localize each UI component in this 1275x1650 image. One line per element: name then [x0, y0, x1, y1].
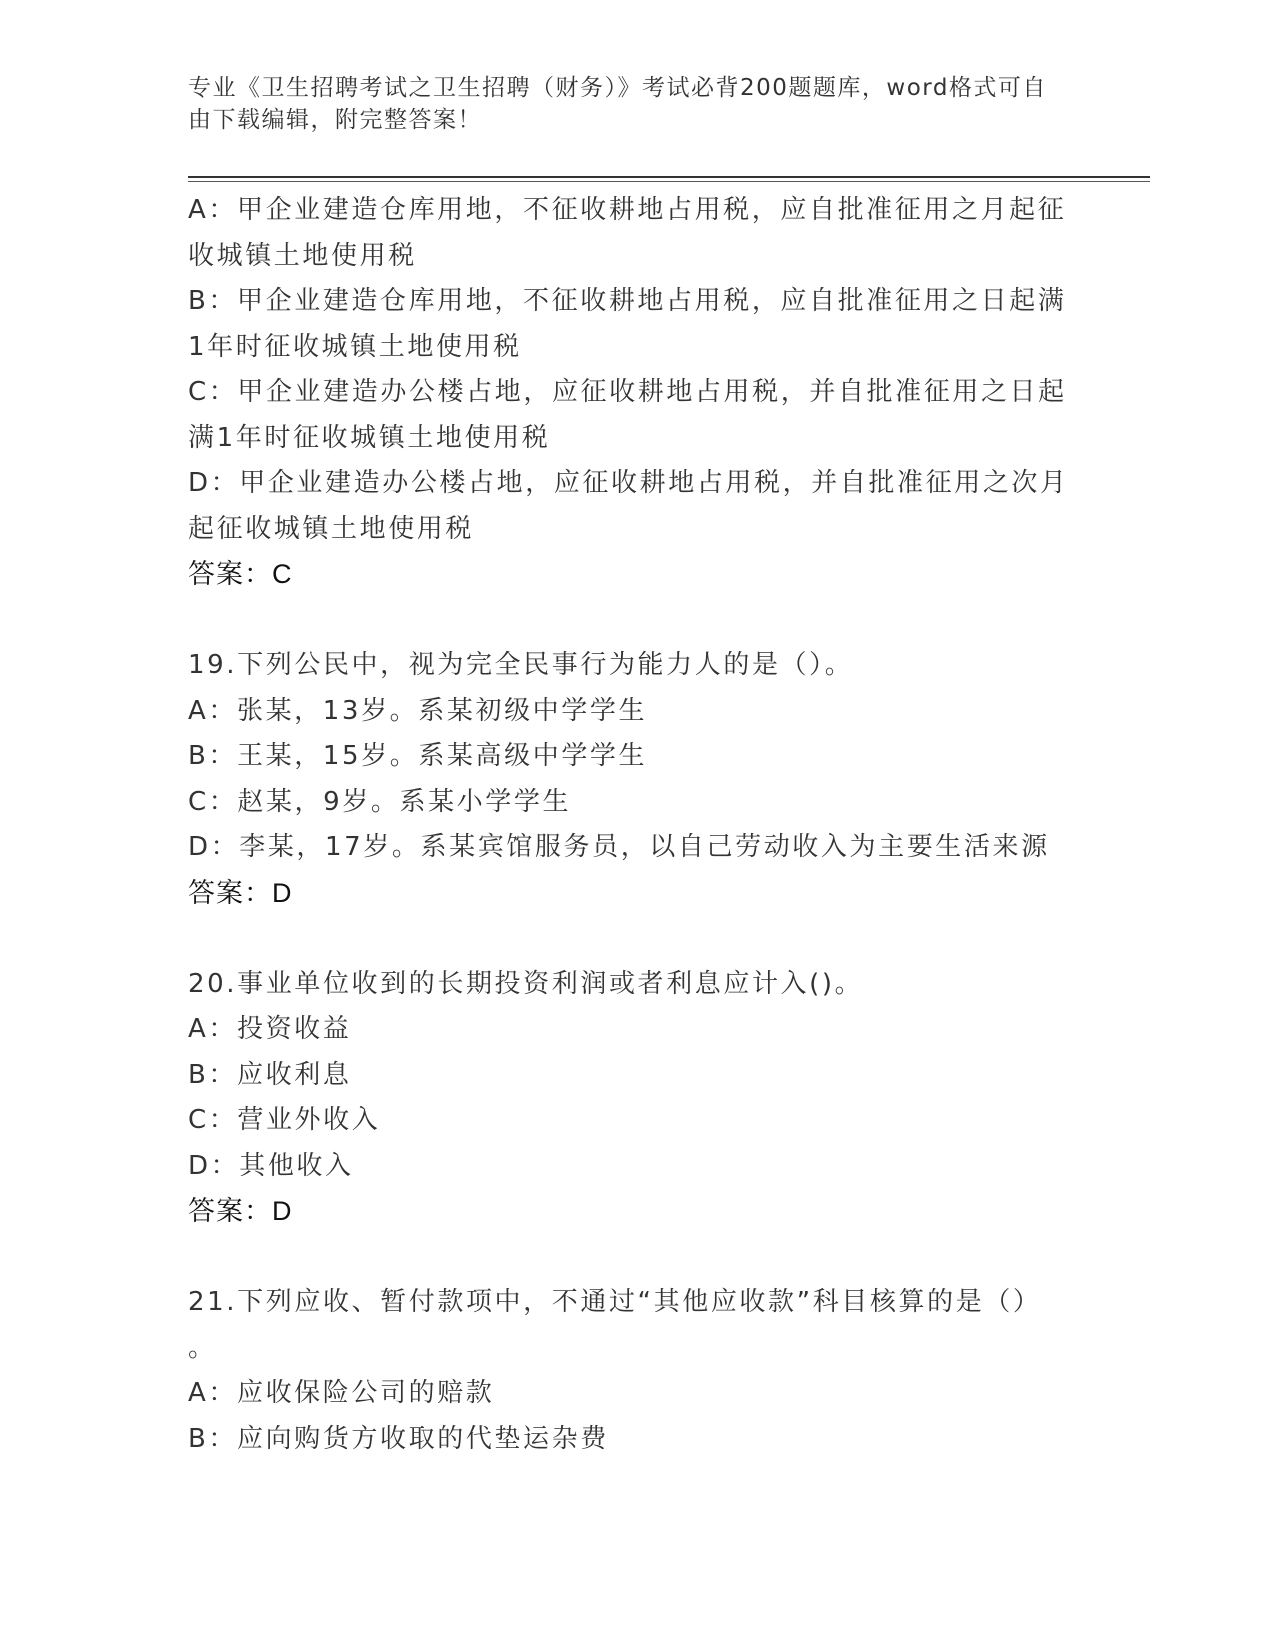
spacer — [188, 916, 1088, 962]
question-text: 19.下列公民中，视为完全民事行为能力人的是（）。 — [188, 650, 854, 680]
option-b: B：王某，15岁。系某高级中学学生 — [188, 741, 648, 771]
question-19 — [188, 643, 1088, 916]
spacer — [188, 1235, 1088, 1281]
question-text-line-2: 。 — [188, 1332, 217, 1363]
question-20 — [188, 962, 1088, 1235]
header-rule-thin — [188, 181, 1150, 182]
header-line-1: 专业《卫生招聘考试之卫生招聘（财务）》考试必背200题题库，word格式可自 — [188, 75, 1047, 101]
question-text-line-1: 21.下列应收、暂付款项中，不通过“其他应收款”科目核算的是（） — [188, 1287, 1042, 1317]
header-line-2: 由下载编辑，附完整答案！ — [188, 107, 482, 133]
question-18 — [188, 188, 1088, 598]
option-d: D：其他收入 — [188, 1150, 354, 1181]
option-a: A：应收保险公司的赔款 — [188, 1378, 495, 1408]
option-a: A：投资收益 — [188, 1014, 352, 1044]
document-body — [188, 188, 1088, 1462]
option-c: C：营业外收入 — [188, 1105, 381, 1135]
answer-19: 答案：D — [188, 877, 293, 908]
option-c-line-2: 满1年时征收城镇土地使用税 — [188, 422, 551, 453]
header-rule-thick — [188, 176, 1150, 178]
option-a: A：张某，13岁。系某初级中学学生 — [188, 695, 648, 726]
option-b-line-1: B：甲企业建造仓库用地，不征收耕地占用税，应自批准征用之日起满 — [188, 286, 1067, 316]
option-b: B：应向购货方收取的代垫运杂费 — [188, 1423, 609, 1454]
option-b-line-2: 1年时征收城镇土地使用税 — [188, 331, 522, 362]
question-text: 20.事业单位收到的长期投资利润或者利息应计入()。 — [188, 968, 864, 999]
answer-20: 答案：D — [188, 1196, 293, 1226]
option-a-line-1: A：甲企业建造仓库用地，不征收耕地占用税，应自批准征用之月起征 — [188, 195, 1067, 225]
option-d-line-1: D：甲企业建造办公楼占地，应征收耕地占用税，并自批准征用之次月 — [188, 468, 1069, 498]
option-a-line-2: 收城镇土地使用税 — [188, 240, 417, 271]
option-d: D：李某，17岁。系某宾馆服务员，以自己劳动收入为主要生活来源 — [188, 832, 1050, 862]
question-21 — [188, 1280, 1088, 1462]
option-c: C：赵某，9岁。系某小学学生 — [188, 786, 572, 817]
spacer — [188, 598, 1088, 644]
option-b: B：应收利息 — [188, 1059, 352, 1090]
answer-18: 答案：C — [188, 559, 293, 589]
document-header — [188, 72, 1068, 136]
option-d-line-2: 起征收城镇土地使用税 — [188, 513, 475, 544]
option-c-line-1: C：甲企业建造办公楼占地，应征收耕地占用税，并自批准征用之日起 — [188, 377, 1067, 407]
